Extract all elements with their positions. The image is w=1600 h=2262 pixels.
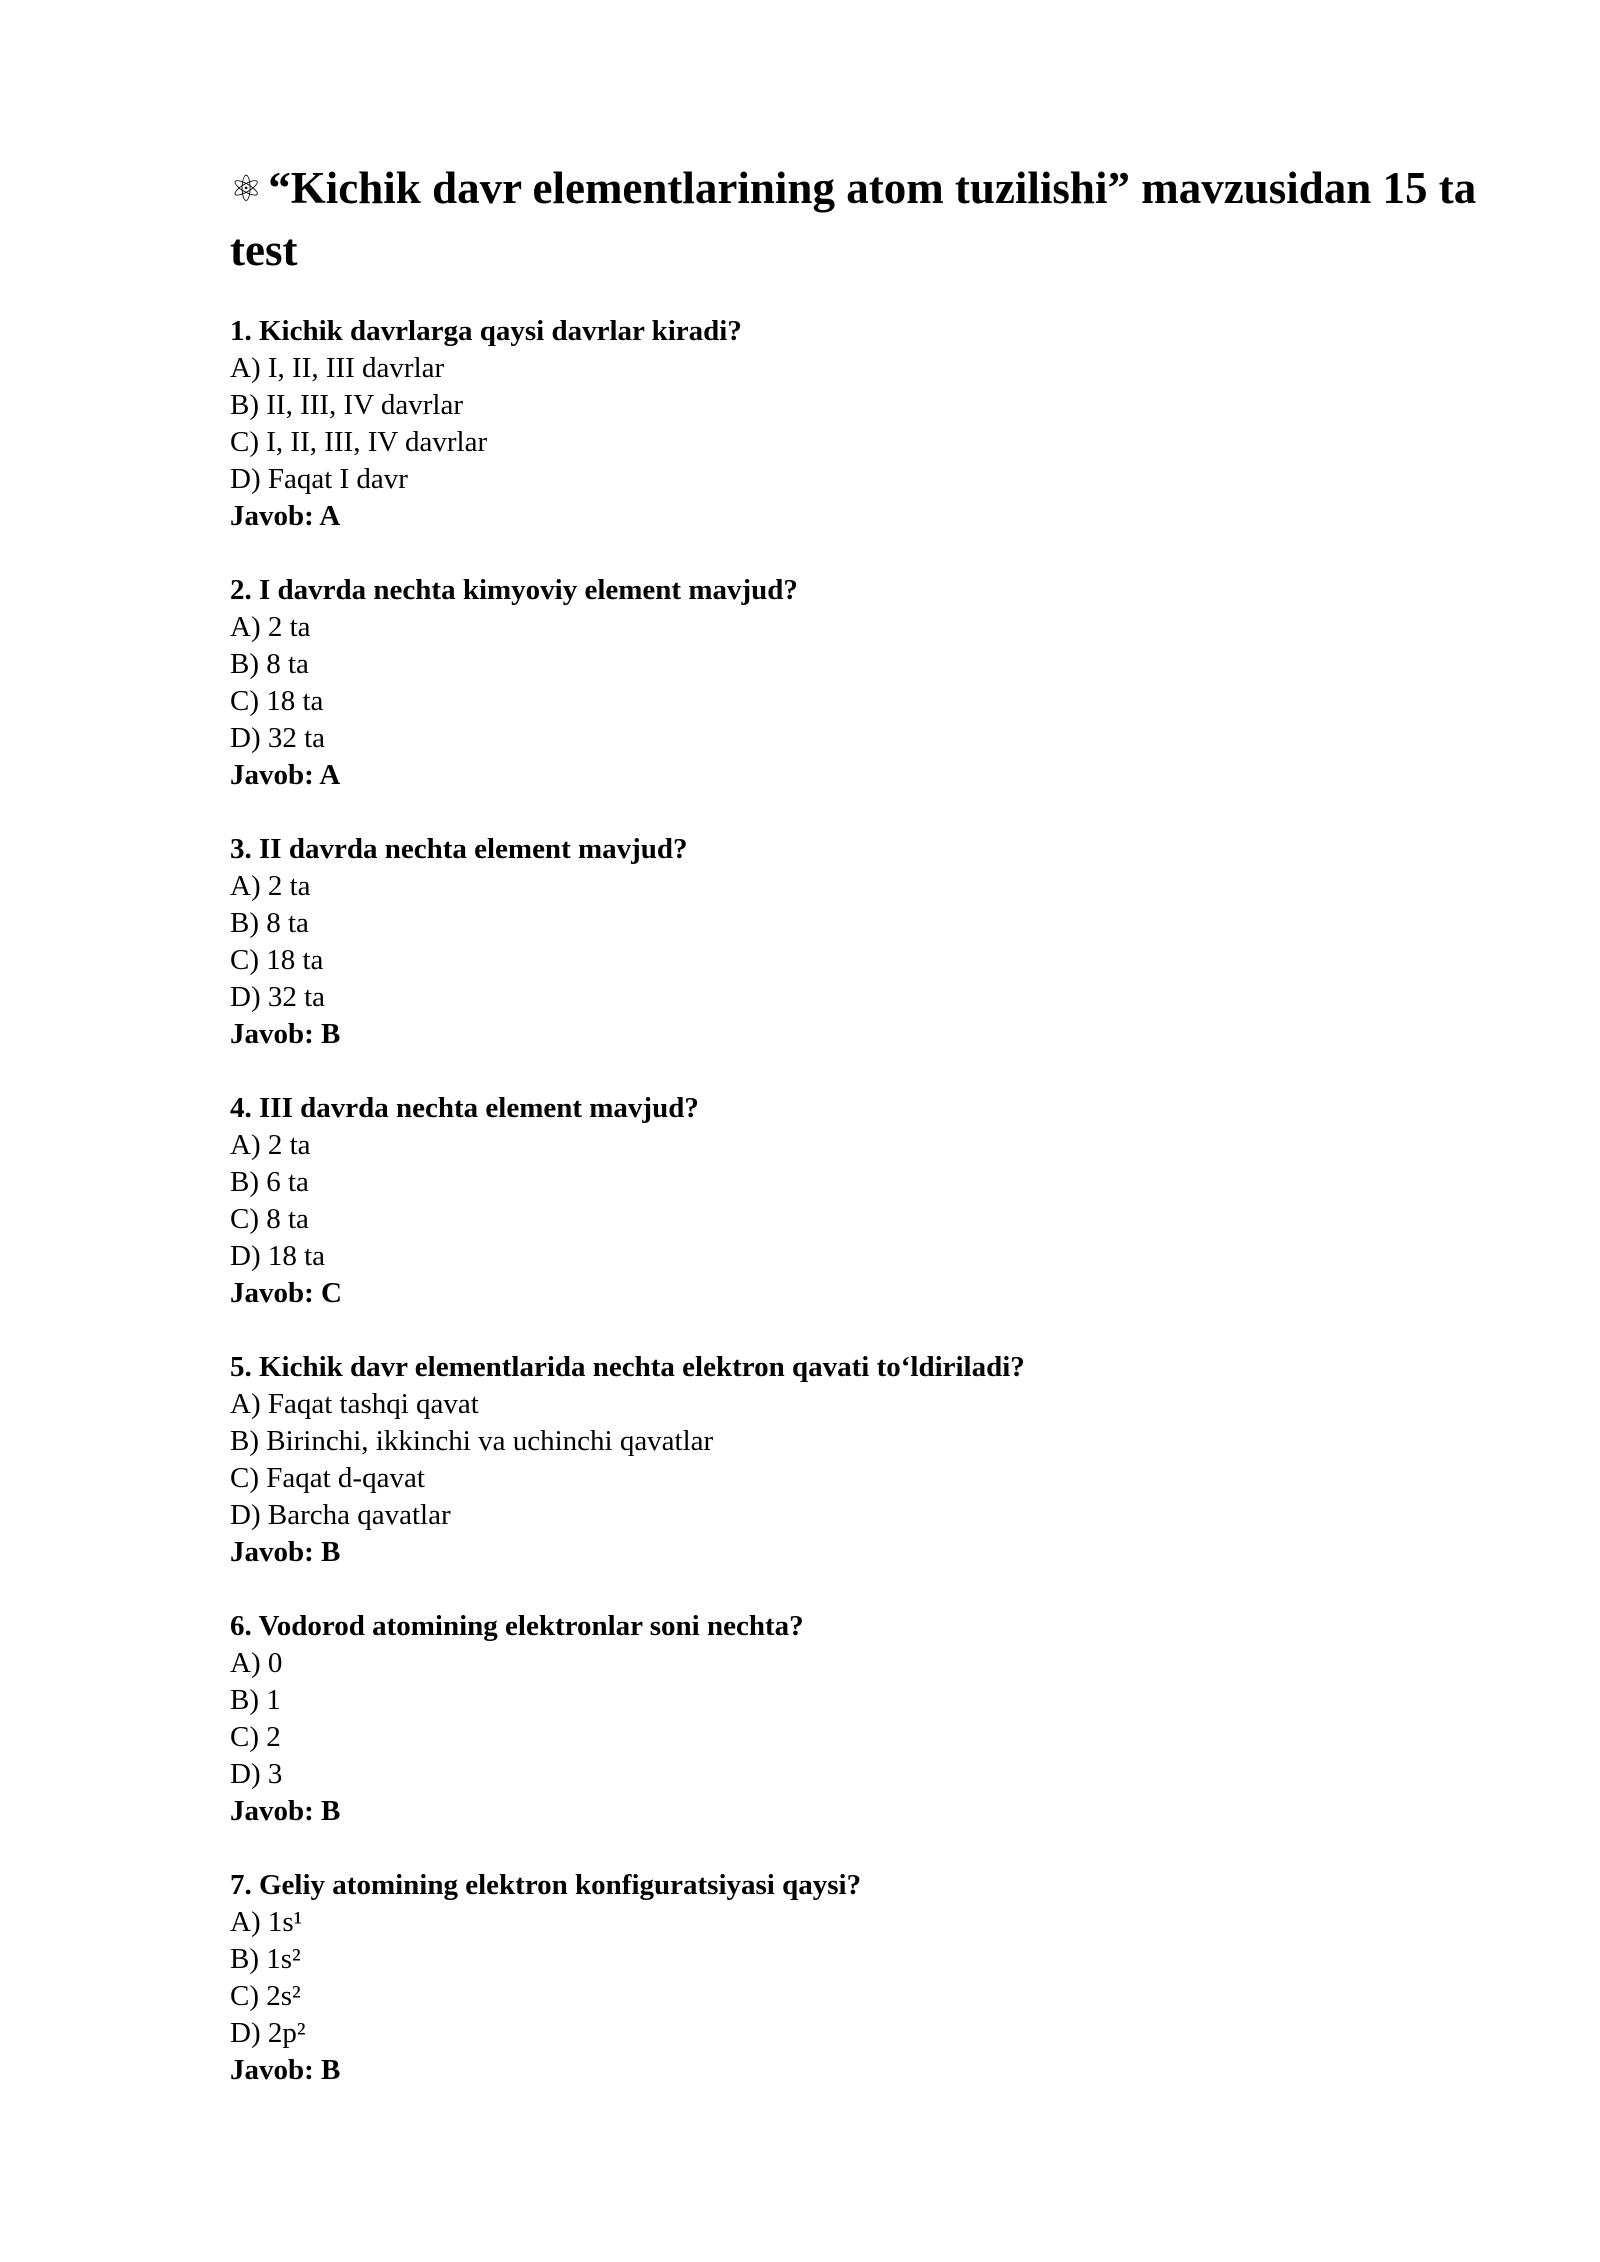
answer: Javob: B — [230, 1795, 341, 1827]
atom-icon: ⚛ — [230, 169, 263, 210]
option-d: D) 2p² — [230, 2017, 306, 2049]
option-a: A) 2 ta — [230, 870, 311, 902]
option-a: A) 2 ta — [230, 1129, 311, 1161]
document-title-text: “Kichik davr elementlarining atom tuzilishi” mavzusidan 15 ta test — [230, 163, 1477, 275]
option-d: D) 18 ta — [230, 1240, 326, 1272]
option-a: A) Faqat tashqi qavat — [230, 1388, 479, 1420]
option-c: C) Faqat d-qavat — [230, 1462, 425, 1494]
option-d: D) 3 — [230, 1758, 283, 1790]
option-b: B) 8 ta — [230, 648, 309, 680]
answer: Javob: C — [230, 1277, 342, 1309]
option-c: C) 18 ta — [230, 944, 324, 976]
question-text: 2. I davrda nechta kimyoviy element mavjud? — [230, 574, 798, 606]
question-text: 4. III davrda nechta element mavjud? — [230, 1092, 699, 1124]
option-d: D) Faqat I davr — [230, 463, 408, 495]
option-b: B) II, III, IV davrlar — [230, 389, 463, 421]
question-text: 7. Geliy atomining elektron konfiguratsiyasi qaysi? — [230, 1869, 862, 1901]
question-4 — [230, 1090, 1530, 1312]
option-b: B) 1s² — [230, 1943, 301, 1975]
option-c: C) I, II, III, IV davrlar — [230, 426, 488, 458]
option-a: A) 0 — [230, 1647, 283, 1679]
question-5 — [230, 1349, 1530, 1571]
option-d: D) 32 ta — [230, 722, 326, 754]
option-b: B) 8 ta — [230, 907, 309, 939]
question-text: 1. Kichik davrlarga qaysi davrlar kiradi? — [230, 315, 742, 347]
question-text: 3. II davrda nechta element mavjud? — [230, 833, 688, 865]
answer: Javob: A — [230, 759, 341, 791]
option-d: D) Barcha qavatlar — [230, 1499, 451, 1531]
option-a: A) 2 ta — [230, 611, 311, 643]
option-a: A) I, II, III davrlar — [230, 352, 445, 384]
answer: Javob: B — [230, 1536, 341, 1568]
answer: Javob: A — [230, 500, 341, 532]
option-d: D) 32 ta — [230, 981, 326, 1013]
option-c: C) 8 ta — [230, 1203, 309, 1235]
option-c: C) 2s² — [230, 1980, 301, 2012]
question-1 — [230, 313, 1530, 535]
option-c: C) 18 ta — [230, 685, 324, 717]
option-c: C) 2 — [230, 1721, 281, 1753]
option-b: B) Birinchi, ikkinchi va uchinchi qavatlar — [230, 1425, 714, 1457]
document-title — [230, 158, 1530, 280]
option-b: B) 1 — [230, 1684, 281, 1716]
option-a: A) 1s¹ — [230, 1906, 303, 1938]
question-text: 5. Kichik davr elementlarida nechta elektron qavati to‘ldiriladi? — [230, 1351, 1025, 1383]
question-text: 6. Vodorod atomining elektronlar soni nechta? — [230, 1610, 804, 1642]
answer: Javob: B — [230, 2054, 341, 2086]
question-2 — [230, 572, 1530, 794]
document-page — [230, 158, 1530, 2126]
option-b: B) 6 ta — [230, 1166, 309, 1198]
answer: Javob: B — [230, 1018, 341, 1050]
question-3 — [230, 831, 1530, 1053]
question-7 — [230, 1867, 1530, 2089]
question-6 — [230, 1608, 1530, 1830]
